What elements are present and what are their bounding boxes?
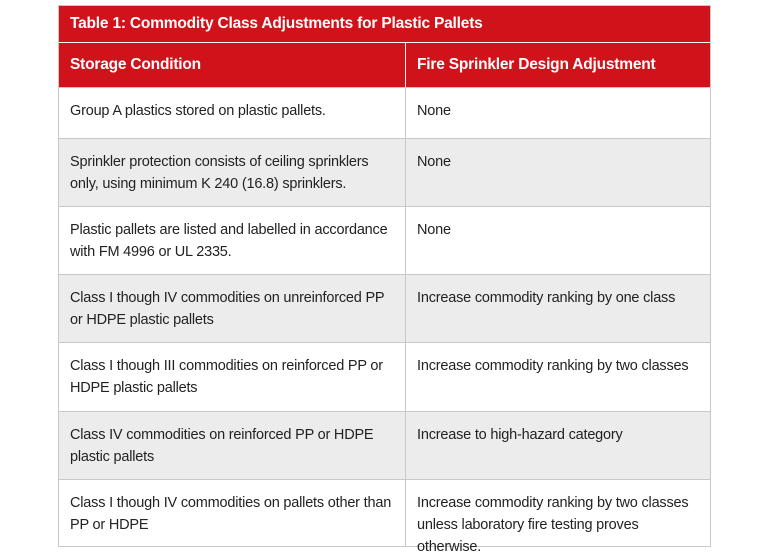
row-adjustment-cell: Increase commodity ranking by two classes unless laboratory fire testing proves otherwise.: [417, 495, 689, 555]
table-row: [59, 87, 710, 138]
table-header-row: [59, 43, 710, 87]
header-sprinkler-adjustment: Fire Sprinkler Design Adjustment: [417, 56, 656, 73]
table-row: [59, 138, 710, 206]
table-title: Table 1: Commodity Class Adjustments for Plastic Pallets: [59, 6, 710, 43]
row-condition-cell: Group A plastics stored on plastic pallets.: [59, 88, 406, 138]
table-row: [59, 479, 710, 555]
row-condition-cell: Class I though IV commodities on unreinforced PP or HDPE plastic pallets: [59, 275, 406, 342]
row-condition-cell: Class IV commodities on reinforced PP or HDPE plastic pallets: [59, 412, 406, 479]
header-storage-condition: Storage Condition: [59, 43, 406, 87]
row-condition-cell: Sprinkler protection consists of ceiling sprinklers only, using minimum K 240 (16.8) sprinklers.: [59, 139, 406, 206]
row-adjustment-cell: Increase commodity ranking by two classes: [417, 358, 689, 374]
commodity-class-table: [58, 5, 711, 555]
table-row: [59, 342, 710, 411]
row-adjustment-cell: Increase to high-hazard category: [417, 427, 623, 443]
row-adjustment-cell: None: [417, 154, 451, 170]
row-adjustment-cell: None: [417, 103, 451, 119]
table-row: [59, 411, 710, 479]
table-row: [59, 206, 710, 274]
row-adjustment-cell: None: [417, 222, 451, 238]
row-condition-cell: Plastic pallets are listed and labelled in accordance with FM 4996 or UL 2335.: [59, 207, 406, 274]
row-adjustment-cell: Increase commodity ranking by one class: [417, 290, 676, 306]
row-condition-cell: Class I though IV commodities on pallets other than PP or HDPE: [59, 480, 406, 546]
table-row: [59, 274, 710, 342]
row-condition-cell: Class I though III commodities on reinforced PP or HDPE plastic pallets: [59, 343, 406, 411]
